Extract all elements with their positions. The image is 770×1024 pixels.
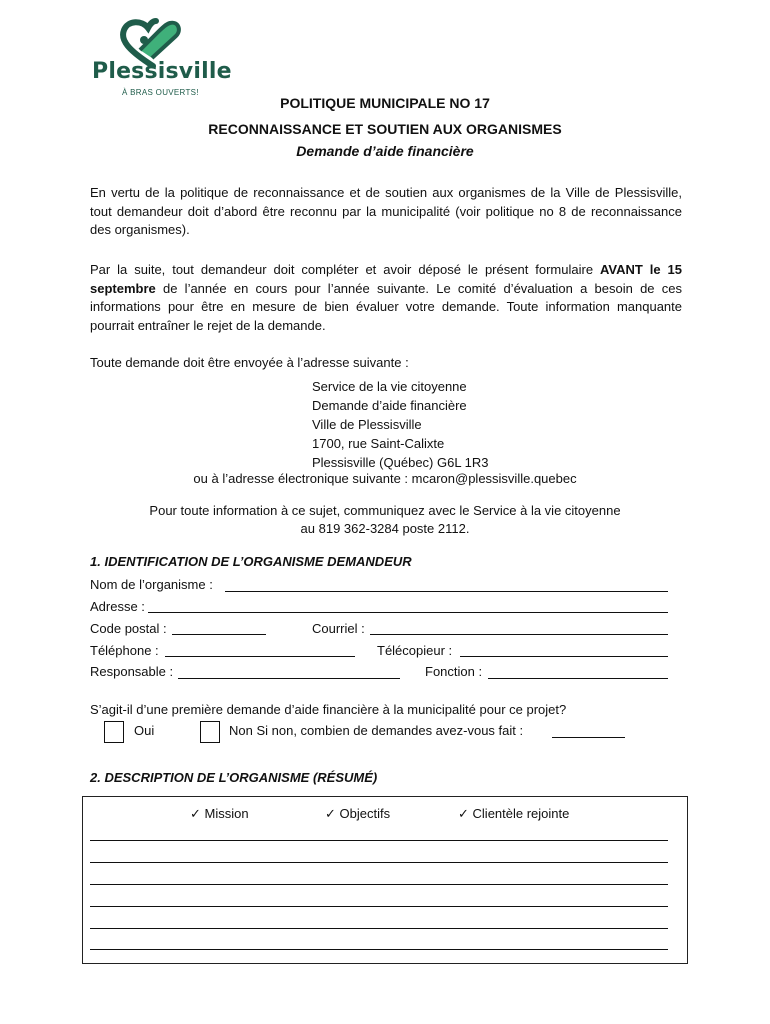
description-line[interactable]	[90, 862, 668, 863]
no-label: Non Si non, combien de demandes avez-vous fait :	[229, 723, 524, 738]
responsible-label: Responsable :	[90, 664, 174, 679]
mission-label: Mission	[204, 806, 249, 821]
postal-code-field[interactable]	[172, 634, 266, 635]
description-line[interactable]	[90, 884, 668, 885]
checkmark-icon: ✓	[458, 806, 469, 821]
email-label: Courriel :	[312, 621, 365, 636]
org-name-label: Nom de l’organisme :	[90, 577, 213, 592]
mission-item	[190, 806, 249, 822]
mailing-address	[312, 377, 489, 472]
responsible-field[interactable]	[178, 678, 400, 679]
address-field[interactable]	[148, 612, 668, 613]
logo-name: Plessisville	[92, 59, 232, 84]
objectives-label: Objectifs	[339, 806, 391, 821]
section-1-title: 1. IDENTIFICATION DE L’ORGANISME DEMANDEUR	[90, 554, 412, 569]
email-field[interactable]	[370, 634, 668, 635]
intro-paragraph-2	[90, 261, 682, 335]
description-line[interactable]	[90, 840, 668, 841]
info-line-2: au 819 362-3284 poste 2112.	[300, 521, 470, 536]
address-line: Ville de Plessisville	[312, 417, 422, 432]
description-line[interactable]	[90, 906, 668, 907]
yes-checkbox[interactable]	[104, 721, 124, 743]
p2-end: de l’année en cours pour l’année suivante. Le comité d’évaluation a besoin de ces informations pour être en mesure de bien évaluer votre demande. Toute information manquante pourrait entraîner le rejet de la demande.	[90, 280, 682, 333]
email-line: ou à l’adresse électronique suivante : mcaron@plessisville.quebec	[193, 471, 577, 486]
clientele-item	[458, 806, 569, 822]
postal-code-label: Code postal :	[90, 621, 167, 636]
info-line-1: Pour toute information à ce sujet, communiquez avec le Service à la vie citoyenne	[149, 503, 621, 518]
address-label: Adresse :	[90, 599, 145, 614]
clientele-label: Clientèle rejointe	[472, 806, 570, 821]
function-field[interactable]	[488, 678, 668, 679]
intro-paragraph-1: En vertu de la politique de reconnaissance et de soutien aux organismes de la Ville de Plessisville, tout demandeur doit d’abord être reconnu par la municipalité (voir politique no 8 de reconnaissance des organismes).	[90, 185, 682, 237]
p2-deadline: AVANT le 15 septembre	[90, 262, 682, 296]
checkmark-icon: ✓	[190, 806, 201, 821]
description-line[interactable]	[90, 928, 668, 929]
first-request-question: S’agit-il d’une première demande d’aide financière à la municipalité pour ce projet?	[90, 702, 567, 717]
org-name-field[interactable]	[225, 591, 668, 592]
p2-start: Par la suite, tout demandeur doit compléter et avoir déposé le présent formulaire	[90, 262, 600, 277]
checkmark-icon: ✓	[325, 806, 336, 821]
no-checkbox[interactable]	[200, 721, 220, 743]
address-line: Plessisville (Québec) G6L 1R3	[312, 455, 489, 470]
function-label: Fonction :	[425, 664, 483, 679]
phone-label: Téléphone :	[90, 643, 159, 658]
yes-label: Oui	[134, 723, 155, 738]
address-line: 1700, rue Saint-Calixte	[312, 436, 445, 451]
objectives-item	[325, 806, 390, 822]
address-line: Service de la vie citoyenne	[312, 379, 467, 394]
section-2-title: 2. DESCRIPTION DE L’ORGANISME (RÉSUMÉ)	[90, 770, 378, 785]
policy-title: POLITIQUE MUNICIPALE NO 17	[280, 95, 490, 111]
request-count-field[interactable]	[552, 737, 625, 738]
description-line[interactable]	[90, 949, 668, 950]
send-to-line: Toute demande doit être envoyée à l’adresse suivante :	[90, 355, 409, 370]
fax-field[interactable]	[460, 656, 668, 657]
phone-field[interactable]	[165, 656, 355, 657]
logo-tagline: À BRAS OUVERTS!	[122, 88, 199, 97]
address-line: Demande d’aide financière	[312, 398, 467, 413]
policy-subtitle: RECONNAISSANCE ET SOUTIEN AUX ORGANISMES	[208, 121, 562, 137]
fax-label: Télécopieur :	[377, 643, 453, 658]
form-name: Demande d’aide financière	[296, 143, 474, 159]
